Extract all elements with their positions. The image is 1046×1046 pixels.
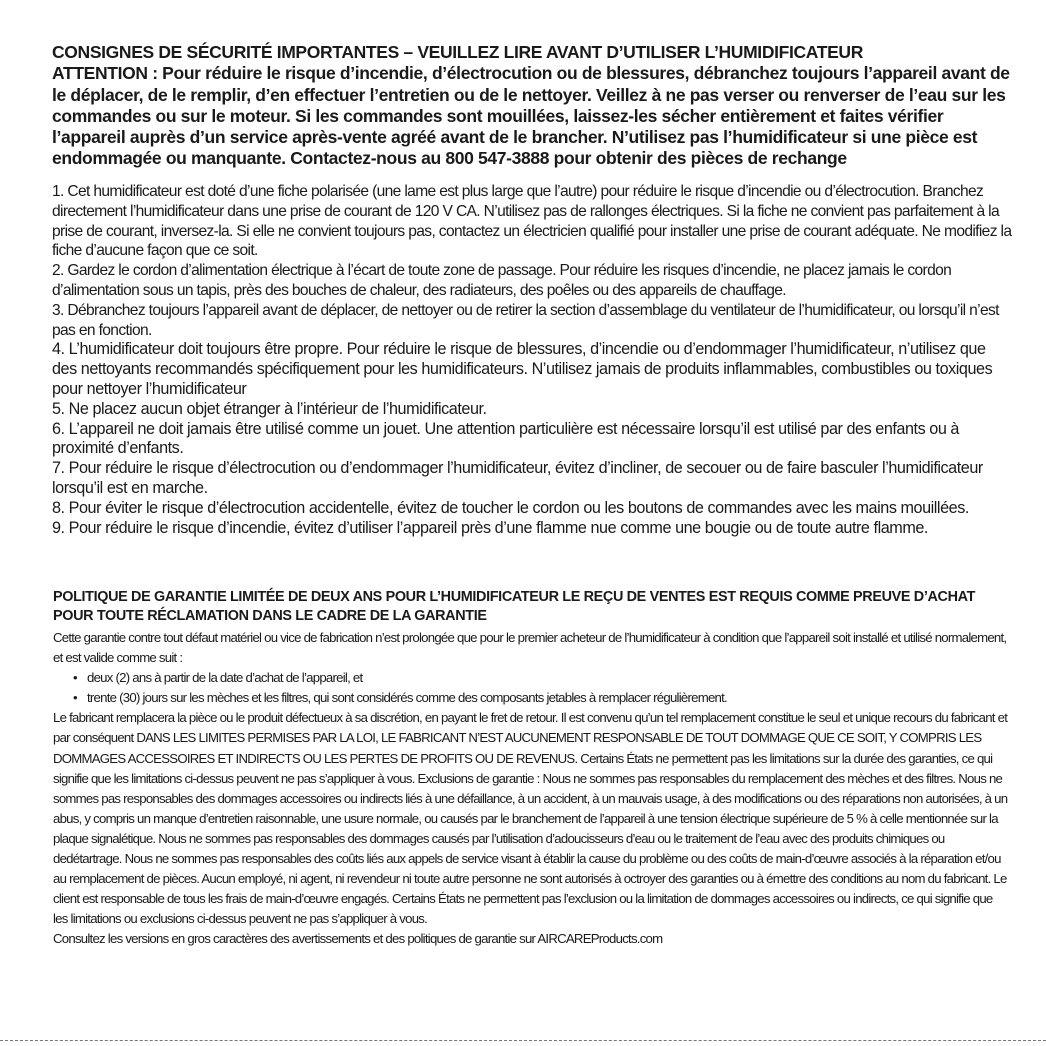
safety-warning: ATTENTION : Pour réduire le risque d’incendie, d’électrocution ou de blessures, débranchez toujours l’appareil avant de le déplacer, de le remplir, d’en effectuer l’entretien ou de le nettoyer. Veillez à ne pas verser ou renverser de l’eau sur les commandes ou sur le moteur. Si les commandes sont mouillées, laissez-les sécher entièrement et faites vérifier l’appareil auprès d’un service après-vente agréé avant de le brancher. N’utilisez pas l’humidificateur si une pièce est endommagée ou manquante. Contactez-nous au 800 547-3888 pour obtenir des pièces de rechange bbox=[52, 63, 1010, 169]
instruction-item: 7. Pour réduire le risque d’électrocution ou d’endommager l’humidificateur, évitez d’incliner, de secouer ou de faire basculer l’humidificateur lorsqu’il est en marche. bbox=[52, 459, 983, 497]
warranty-coverage-list bbox=[53, 668, 1008, 708]
warranty-policy bbox=[53, 588, 1008, 950]
warranty-coverage-item: • trente (30) jours sur les mèches et les filtres, qui sont considérés comme des composants jetables à remplacer régulièrement. bbox=[73, 688, 1008, 708]
instruction-item: 3. Débranchez toujours l’appareil avant de déplacer, de nettoyer ou de retirer la section d’assemblage du ventilateur de l’humidificateur, ou lorsqu’il n’est pas en fonction. bbox=[52, 301, 999, 339]
instruction-item: 5. Ne placez aucun objet étranger à l’intérieur de l’humidificateur. bbox=[52, 399, 487, 418]
warranty-heading: POLITIQUE DE GARANTIE LIMITÉE DE DEUX ANS POUR L’HUMIDIFICATEUR LE REÇU DE VENTES EST REQUIS COMME PREUVE D’ACHAT POUR TOUTE RÉCLAMATION DANS LE CADRE DE LA GARANTIE bbox=[53, 589, 976, 624]
instruction-item: 6. L’appareil ne doit jamais être utilisé comme un jouet. Une attention particulière est nécessaire lorsqu’il est utilisé par des enfants ou à proximité d’enfants. bbox=[52, 419, 959, 458]
cut-line-divider bbox=[0, 1040, 1046, 1041]
instruction-item: 8. Pour éviter le risque d’électrocution accidentelle, évitez de toucher le cordon ou les boutons de commandes avec les mains mouillées. bbox=[52, 498, 969, 517]
warranty-terms: Le fabricant remplacera la pièce ou le produit défectueux à sa discrétion, en payant le fret de retour. Il est convenu qu’un tel remplacement constitue le seul et unique recours du fabricant et par conséquent DANS LES LIMITES PERMISES PAR LA LOI, LE FABRICANT N’EST AUCUNEMENT RESPONSABLE DE TOUT DOMMAGE QUE CE SOIT, Y COMPRIS LES DOMMAGES ACCESSOIRES ET INDIRECTS OU LES PERTES DE PROFITS OU DE REVENUS. Certains États ne permettent pas les limitations sur la durée des garanties, ce qui signifie que les limitations ci-dessus peuvent ne pas s’appliquer à vous. Exclusions de garantie : Nous ne sommes pas responsables du remplacement des mèches et des filtres. Nous ne sommes pas responsables des dommages accessoires ou indirects liés à une défaillance, à un accident, à un mauvais usage, à des modifications ou des réparations non autorisées, à un abus, y compris un manque d’entretien raisonnable, une usure normale, ou causés par le branchement de l’appareil à une tension électrique supérieure de 5 % à celle mentionnée sur la plaque signalétique. Nous ne sommes pas responsables des dommages causés par l’utilisation d’adoucisseurs d’eau ou le traitement de l’eau avec des produits chimiques ou dedétartrage. Nous ne sommes pas responsables des coûts liés aux appels de service visant à établir la cause du problème ou des coûts de main-d’œuvre associés à la réparation et/ou au remplacement de pièces. Aucun employé, ni agent, ni revendeur ni toute autre personne ne sont autorisés à octroyer des garanties ou à émettre des conditions au nom du fabricant. Le client est responsable de tous les frais de main-d’œuvre engagés. Certains États ne permettent pas l’exclusion ou la limitation de dommages accessoires ou indirects, ce qui signifie que les limitations ou exclusions ci-dessus peuvent ne pas s’appliquer à vous. bbox=[53, 710, 1008, 927]
warranty-coverage-item: • deux (2) ans à partir de la date d’achat de l’appareil, et bbox=[73, 668, 1008, 688]
instruction-item: 2. Gardez le cordon d’alimentation électrique à l’écart de toute zone de passage. Pour réduire les risques d’incendie, ne placez jamais le cordon d’alimentation sous un tapis, près des bouches de chaleur, des radiateurs, des poêles ou des appareils de chauffage. bbox=[52, 262, 952, 299]
safety-notice bbox=[52, 42, 1012, 170]
safety-heading: CONSIGNES DE SÉCURITÉ IMPORTANTES – VEUILLEZ LIRE AVANT D’UTILISER L’HUMIDIFICATEUR bbox=[52, 42, 863, 62]
warranty-footer: Consultez les versions en gros caractères des avertissements et des politiques de garantie sur AIRCAREProducts.com bbox=[53, 931, 663, 947]
warranty-intro: Cette garantie contre tout défaut matériel ou vice de fabrication n’est prolongée que pour le premier acheteur de l’humidificateur à condition que l’appareil soit installé et utilisé normalement, et est valide comme suit : bbox=[53, 630, 1007, 666]
instruction-item: 1. Cet humidificateur est doté d’une fiche polarisée (une lame est plus large que l’autre) pour réduire le risque d’incendie ou d’électrocution. Branchez directement l’humidificateur dans une prise de courant de 120 V CA. N’utilisez pas de rallonges électriques. Si la fiche ne convient pas parfaitement à la prise de courant, inversez-la. Si elle ne convient toujours pas, contactez un électricien qualifié pour installer une prise de courant adéquate. Ne modifiez la fiche d’aucune façon que ce soit. bbox=[52, 183, 1012, 260]
instruction-item: 9. Pour réduire le risque d’incendie, évitez d’utiliser l’appareil près d’une flamme nue comme une bougie ou de toute autre flamme. bbox=[52, 518, 928, 537]
safety-instructions bbox=[52, 182, 1012, 538]
instruction-item: 4. L’humidificateur doit toujours être propre. Pour réduire le risque de blessures, d’incendie ou d’endommager l’humidificateur, n’utilisez que des nettoyants recommandés spécifiquement pour les humidificateurs. N’utilisez jamais de produits inflammables, combustibles ou toxiques pour nettoyer l’humidificateur bbox=[52, 340, 993, 398]
